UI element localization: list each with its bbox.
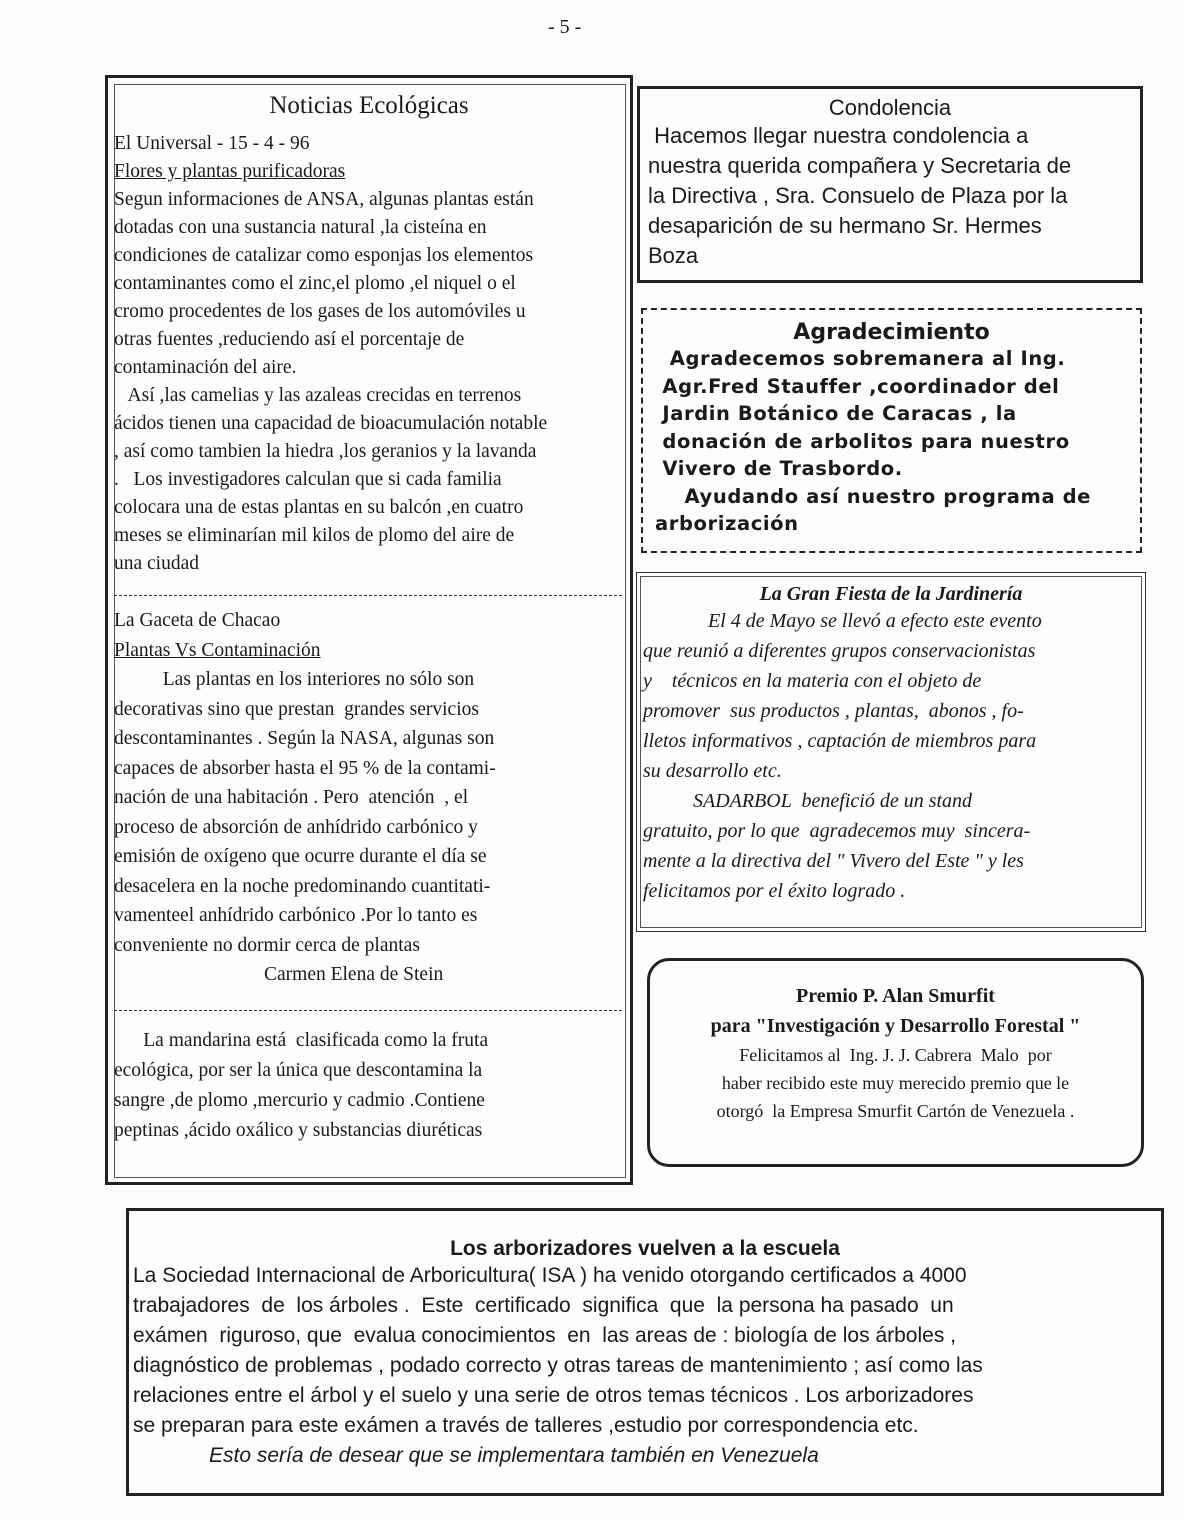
text-line: contaminación del aire. <box>114 357 297 378</box>
divider <box>114 595 622 596</box>
source-1: El Universal - 15 - 4 - 96 <box>114 133 310 154</box>
text-line: exámen riguroso, que evalua conocimientos en las areas de : biología de los árboles , <box>133 1324 956 1347</box>
isa-title: Los arborizadores vuelven a la escuela <box>450 1237 840 1260</box>
fiesta-body <box>637 606 1145 906</box>
text-line: dotadas con una sustancia natural ,la cisteína en <box>114 217 487 238</box>
isa-note: Esto sería de desear que se implementara también en Venezuela <box>209 1444 819 1467</box>
text-line: otorgó la Empresa Smurfit Cartón de Venezuela . <box>716 1101 1075 1121</box>
premio-box <box>647 958 1144 1167</box>
text-line: arborización <box>655 512 799 535</box>
text-line: su desarrollo etc. <box>643 760 782 782</box>
text-line: SADARBOL benefició de un stand <box>643 790 973 812</box>
page-number: - 5 - <box>548 16 582 38</box>
text-line: gratuito, por lo que agradecemos muy sincera- <box>643 820 1031 842</box>
agradecimiento-body <box>643 345 1140 538</box>
text-line: relaciones entre el árbol y el suelo y una serie de otros temas técnicos . Los arborizadores <box>133 1384 974 1407</box>
text-line: Agradecemos sobremanera al Ing. <box>655 347 1066 370</box>
text-line: La Sociedad Internacional de Arboricultura( ISA ) ha venido otorgando certificados a 4000 <box>133 1264 967 1287</box>
text-line: ácidos tienen una capacidad de bioacumulación notable <box>114 413 548 434</box>
divider <box>114 1010 622 1011</box>
text-line: condiciones de catalizar como esponjas los elementos <box>114 245 534 266</box>
headline-2: Plantas Vs Contaminación <box>114 639 321 661</box>
text-line: Hacemos llegar nuestra condolencia a <box>648 123 1029 148</box>
condolencia-title: Condolencia <box>828 95 952 120</box>
text-line: Agr.Fred Stauffer ,coordinador del <box>655 374 1060 398</box>
text-line: una ciudad <box>114 553 200 574</box>
text-line: . Los investigadores calculan que si cada familia <box>114 469 502 490</box>
article-2-body <box>114 665 496 960</box>
text-line: conveniente no dormir cerca de plantas <box>114 934 420 956</box>
headline-1: Flores y plantas purificadoras <box>114 161 346 182</box>
text-line: capaces de absorber hasta el 95 % de la contami- <box>114 757 496 779</box>
fiesta-title: La Gran Fiesta de la Jardinería <box>759 583 1023 605</box>
source-2: La Gaceta de Chacao <box>114 610 281 631</box>
text-line: que reunió a diferentes grupos conservacionistas <box>643 640 1036 662</box>
text-line: decorativas sino que prestan grandes servicios <box>114 698 479 720</box>
text-line: contaminantes como el zinc,el plomo ,el niquel o el <box>114 273 516 294</box>
text-line: descontaminantes . Según la NASA, algunas son <box>114 728 495 749</box>
text-line: mente a la directiva del " Vivero del Este " y les <box>643 850 1024 872</box>
text-line: vamenteel anhídrido carbónico .Por lo tanto es <box>114 905 478 926</box>
text-line: La mandarina está clasificada como la fruta <box>114 1030 489 1051</box>
text-line: y técnicos en la materia con el objeto de <box>643 670 982 692</box>
text-line: Así ,las camelias y las azaleas crecidas en terrenos <box>114 385 522 406</box>
text-line: nación de una habitación . Pero atención , el <box>114 787 469 808</box>
article-1-body <box>114 186 547 578</box>
fiesta-box <box>636 572 1146 932</box>
text-line: diagnóstico de problemas , podado correcto y otras tareas de mantenimiento ; así como las <box>133 1354 983 1377</box>
text-line: donación de arbolitos para nuestro <box>655 429 1070 453</box>
text-line: otras fuentes ,reduciendo así el porcentaje de <box>114 329 465 350</box>
text-line: El 4 de Mayo se llevó a efecto este evento <box>643 610 1042 632</box>
text-line: promover sus productos , plantas, abonos , fo- <box>643 700 1024 722</box>
text-line: Las plantas en los interiores no sólo son <box>114 669 475 690</box>
text-line: proceso de absorción de anhídrido carbónico y <box>114 816 478 838</box>
text-line: peptinas ,ácido oxálico y substancias diuréticas <box>114 1120 483 1141</box>
text-line: lletos informativos , captación de miembros para <box>643 730 1037 752</box>
text-line: Boza <box>648 243 699 268</box>
text-line: la Directiva , Sra. Consuelo de Plaza por la <box>648 183 1068 208</box>
text-line: meses se eliminarían mil kilos de plomo del aire de <box>114 525 515 546</box>
text-line: desaparición de su hermano Sr. Hermes <box>648 213 1042 238</box>
author-2: Carmen Elena de Stein <box>264 964 444 985</box>
text-line: Vivero de Trasbordo. <box>655 457 903 480</box>
text-line: felicitamos por el éxito logrado . <box>643 880 906 902</box>
text-line: , así como tambien la hiedra ,los geranios y la lavanda <box>114 441 537 462</box>
text-line: trabajadores de los árboles . Este certificado significa que la persona ha pasado un <box>133 1294 954 1317</box>
premio-subtitle: para "Investigación y Desarrollo Forestal " <box>710 1015 1081 1037</box>
premio-body <box>650 1041 1141 1125</box>
isa-box <box>126 1208 1164 1496</box>
text-line: Segun informaciones de ANSA, algunas plantas están <box>114 189 534 210</box>
text-line: haber recibido este muy merecido premio que le <box>721 1073 1070 1093</box>
text-line: Jardin Botánico de Caracas , la <box>655 402 1017 425</box>
agradecimiento-box <box>641 308 1142 553</box>
text-line: desacelera en la noche predominando cuantitati- <box>114 875 491 897</box>
premio-title: Premio P. Alan Smurfit <box>796 985 995 1007</box>
noticias-title: Noticias Ecológicas <box>269 92 469 119</box>
agradecimiento-title: Agradecimiento <box>793 320 990 345</box>
condolencia-box <box>637 86 1143 283</box>
text-line: ecológica, por ser la única que descontamina la <box>114 1060 483 1081</box>
text-line: colocara una de estas plantas en su balcón ,en cuatro <box>114 497 524 518</box>
text-line: se preparan para este exámen a través de talleres ,estudio por correspondencia etc. <box>133 1414 919 1437</box>
isa-body <box>129 1261 1161 1441</box>
text-line: cromo procedentes de los gases de los automóviles u <box>114 301 526 322</box>
condolencia-body <box>640 121 1140 271</box>
noticias-ecologicas-box <box>105 75 633 1185</box>
text-line: nuestra querida compañera y Secretaria de <box>648 153 1072 178</box>
article-1 <box>114 130 547 578</box>
article-2 <box>114 606 496 990</box>
text-line: sangre ,de plomo ,mercurio y cadmio .Contiene <box>114 1090 485 1111</box>
article-3-body <box>114 1026 488 1146</box>
text-line: Ayudando así nuestro programa de <box>655 484 1092 508</box>
text-line: emisión de oxígeno que ocurre durante el día se <box>114 846 487 867</box>
text-line: Felicitamos al Ing. J. J. Cabrera Malo por <box>739 1045 1052 1065</box>
